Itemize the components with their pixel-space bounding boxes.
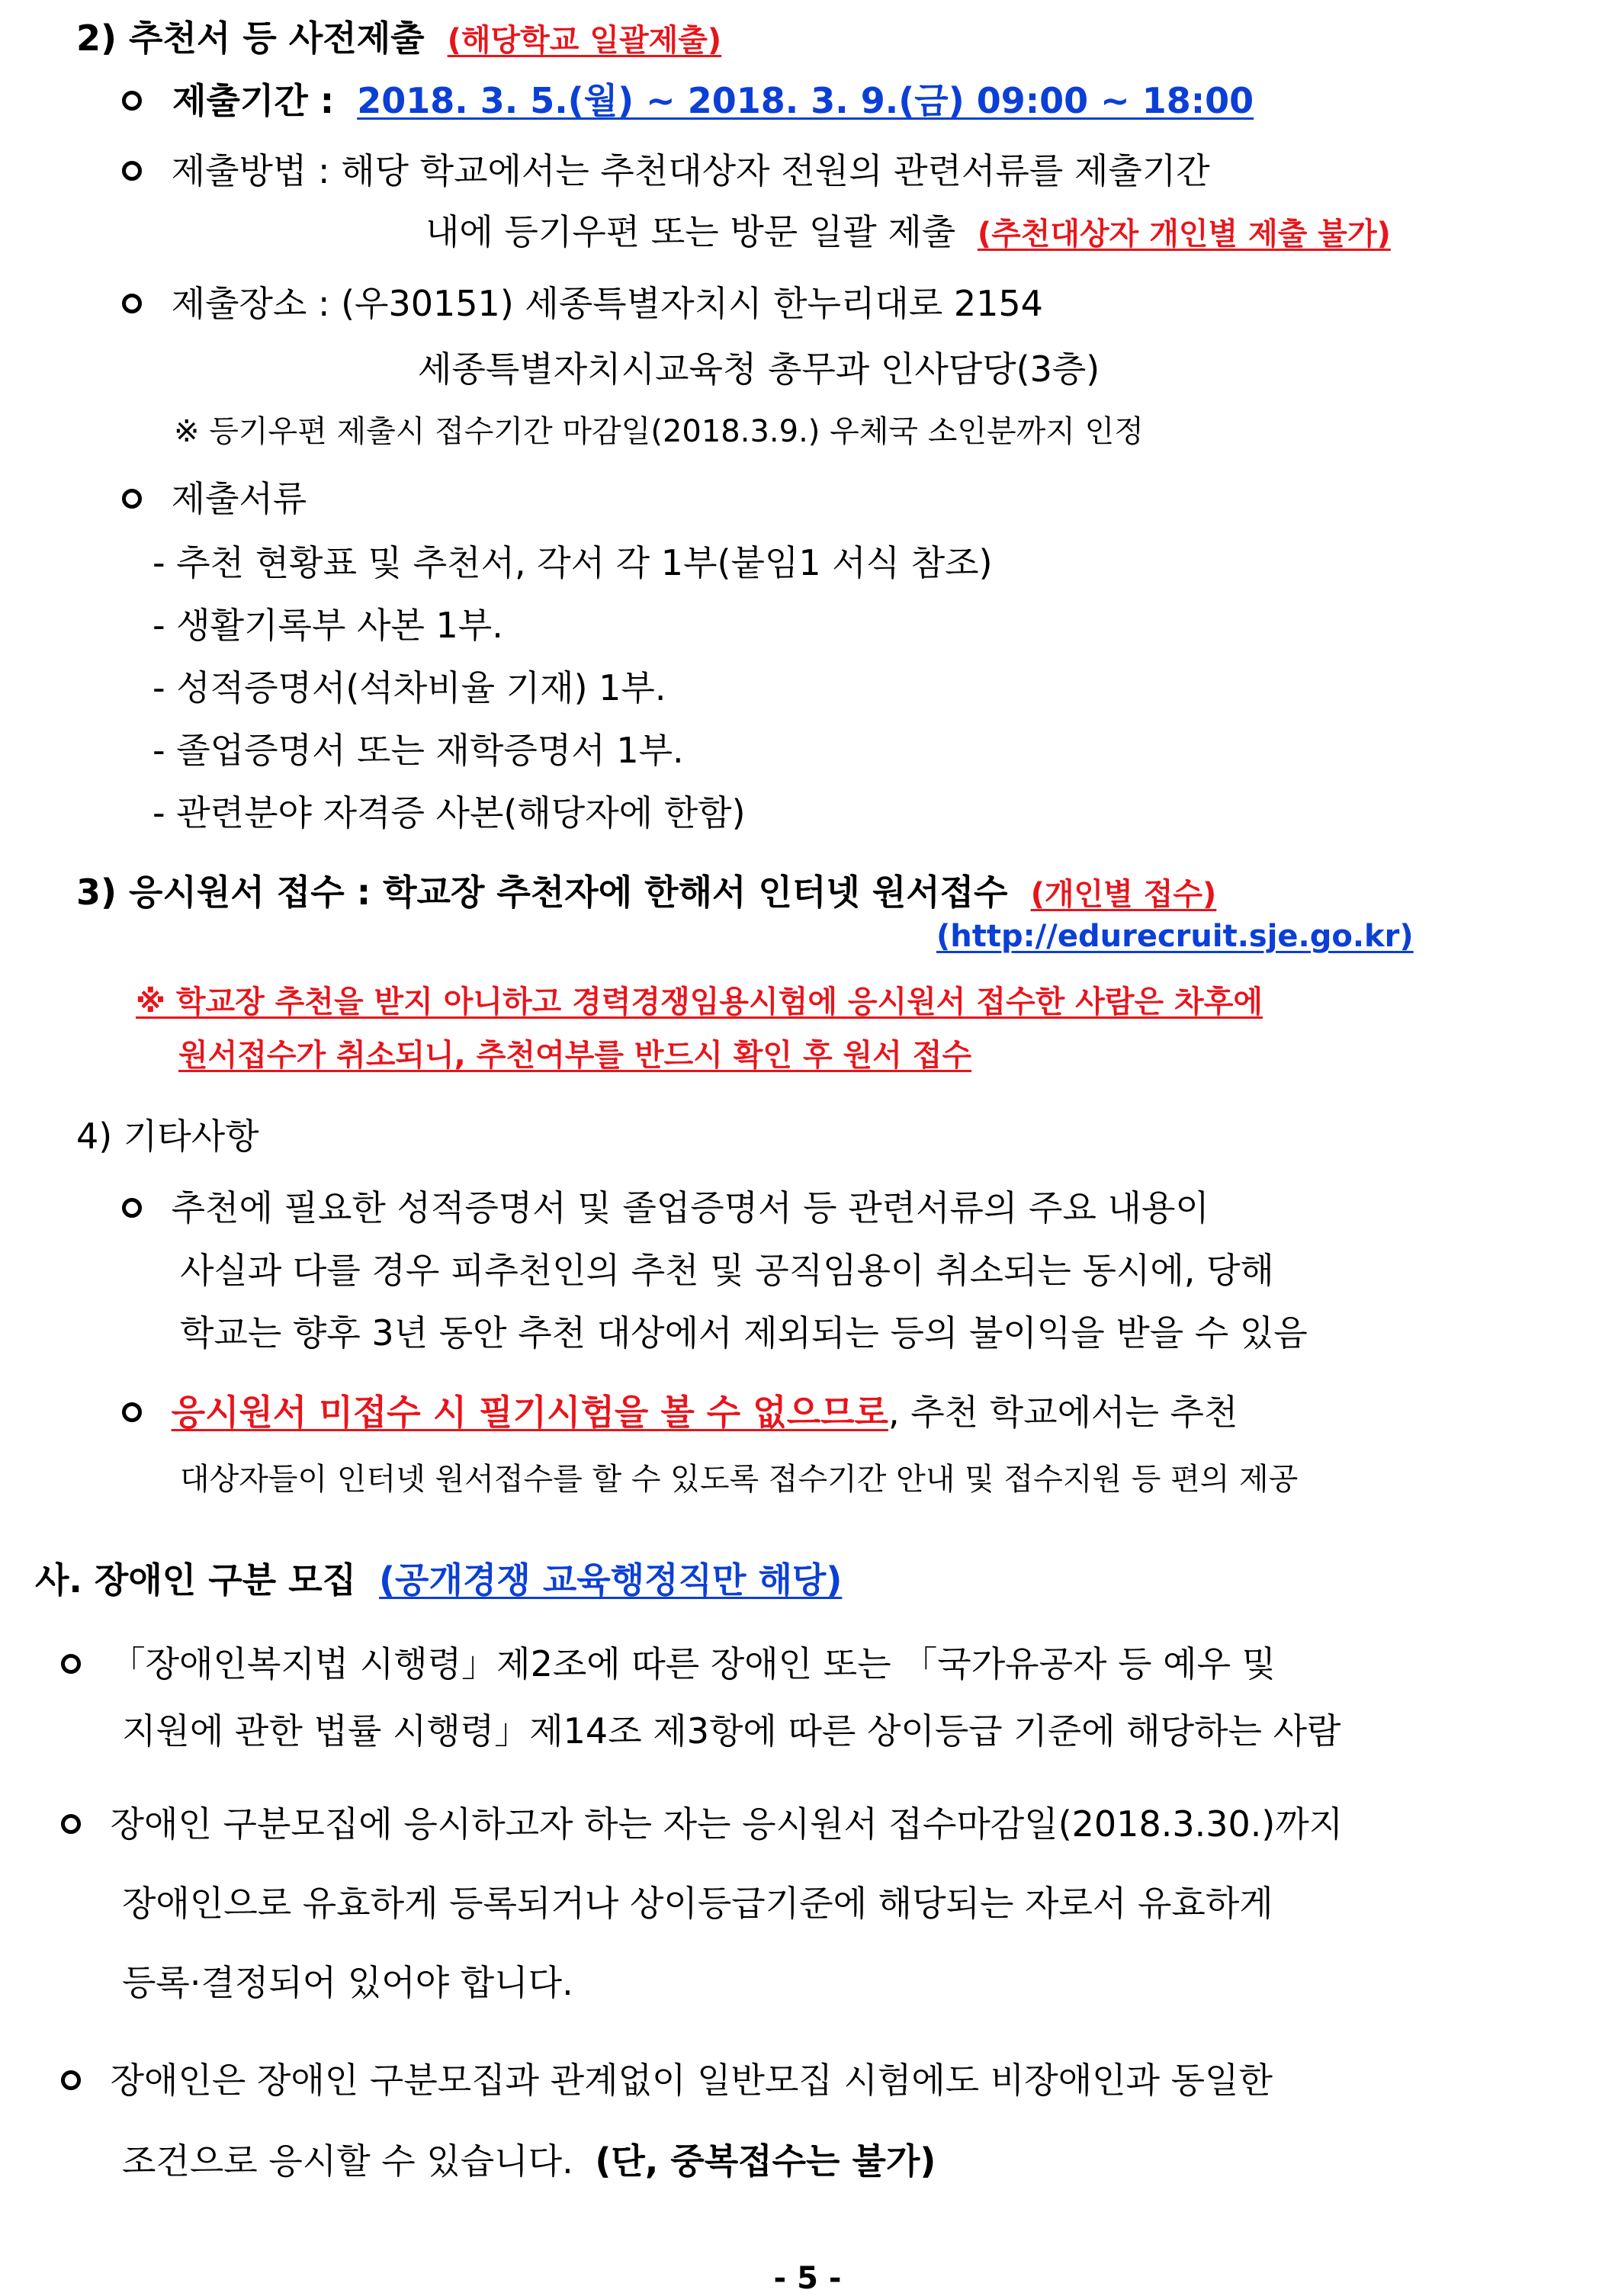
- item1-line-2: 사실과 다를 경우 피추천인의 추천 및 공직임용이 취소되는 동시에, 당해: [180, 1250, 1274, 1291]
- sa-p1-line-2: 지원에 관한 법률 시행령」제14조 제3항에 따른 상이등급 기준에 해당하는 사람: [122, 1710, 1341, 1752]
- item1-line-1: 추천에 필요한 성적증명서 및 졸업증명서 등 관련서류의 주요 내용이: [171, 1187, 1209, 1228]
- sa-p3-bold: (단, 중복접수는 불가): [595, 2140, 936, 2182]
- sa-p2-row: [61, 1800, 1343, 1848]
- section-sa-heading: [35, 1556, 842, 1604]
- period-value: 2018. 3. 5.(월) ~ 2018. 3. 9.(금) 09:00 ~ 18:00: [357, 80, 1254, 121]
- docs-item: - 졸업증명서 또는 재학증명서 1부.: [153, 730, 684, 771]
- place-line-1: 제출장소 : (우30151) 세종특별자치시 한누리대로 2154: [171, 283, 1043, 324]
- item1-row: [122, 1183, 1209, 1232]
- place-row-2: [418, 345, 1100, 393]
- method-line-2: 내에 등기우편 또는 방문 일괄 제출: [425, 211, 956, 252]
- sa-p2-line-3: 등록·결정되어 있어야 합니다.: [122, 1962, 573, 2003]
- circle-bullet-icon: [122, 1402, 142, 1422]
- item1-line-3: 학교는 향후 3년 동안 추천 대상에서 제외되는 등의 불이익을 받을 수 있음: [180, 1312, 1308, 1354]
- circle-bullet-icon: [122, 91, 142, 111]
- section-2-title: 2) 추천서 등 사전제출: [76, 18, 425, 59]
- method-note: (추천대상자 개인별 제출 불가): [977, 217, 1391, 252]
- item2-line-2: 대상자들이 인터넷 원서접수를 할 수 있도록 접수기간 안내 및 접수지원 등 편의 제공: [180, 1462, 1299, 1497]
- section-4-title: 4) 기타사항: [76, 1116, 259, 1157]
- warning-line-1: ※ 학교장 추천을 받지 아니하고 경력경쟁임용시험에 응시원서 접수한 사람은 차후에: [136, 984, 1263, 1020]
- section-2-heading: [76, 14, 721, 65]
- circle-bullet-icon: [122, 489, 142, 509]
- place-note: ※ 등기우편 제출시 접수기간 마감일(2018.3.9.) 우체국 소인분까지 인정: [174, 414, 1144, 449]
- method-row: [122, 146, 1210, 195]
- item2-row: [122, 1388, 1238, 1437]
- docs-item: - 생활기록부 사본 1부.: [153, 605, 503, 646]
- section-3-url[interactable]: (http://edurecruit.sje.go.kr): [936, 919, 1414, 954]
- docs-row: [122, 474, 307, 523]
- item2-red: 응시원서 미접수 시 필기시험을 볼 수 없으므로: [171, 1392, 888, 1433]
- sa-p2-line-1: 장애인 구분모집에 응시하고자 하는 자는 응시원서 접수마감일(2018.3.30.)까지: [110, 1803, 1344, 1845]
- sa-p3-row-2: [122, 2137, 936, 2185]
- sa-p3-line-2: 조건으로 응시할 수 있습니다.: [122, 2140, 573, 2182]
- place-row: [122, 279, 1043, 328]
- docs-item: - 관련분야 자격증 사본(해당자에 한함): [153, 792, 746, 833]
- sa-p3-line-1: 장애인은 장애인 구분모집과 관계없이 일반모집 시험에도 비장애인과 동일한: [110, 2060, 1273, 2101]
- period-label: 제출기간 :: [172, 80, 335, 121]
- circle-bullet-icon: [61, 1814, 81, 1834]
- section-sa-title: 사. 장애인 구분 모집: [35, 1559, 357, 1601]
- section-3-heading: [76, 868, 1216, 919]
- sa-p1-row: [61, 1639, 1276, 1688]
- circle-bullet-icon: [61, 2070, 81, 2090]
- docs-item: - 성적증명서(석차비율 기재) 1부.: [153, 667, 666, 708]
- sa-p2-line-2: 장애인으로 유효하게 등록되거나 상이등급기준에 해당되는 자로서 유효하게: [122, 1883, 1273, 1924]
- section-sa-note: (공개경쟁 교육행정직만 해당): [379, 1559, 843, 1601]
- section-2-note: (해당학교 일괄제출): [447, 23, 722, 58]
- sa-p3-row: [61, 2056, 1273, 2105]
- circle-bullet-icon: [122, 161, 142, 181]
- circle-bullet-icon: [61, 1654, 81, 1674]
- item2-rest: , 추천 학교에서는 추천: [888, 1392, 1238, 1433]
- place-line-2: 세종특별자치시교육청 총무과 인사담당(3층): [418, 348, 1100, 390]
- section-3-note: (개인별 접수): [1030, 877, 1217, 912]
- period-row: [122, 76, 1254, 125]
- page-number: - 5 -: [773, 2261, 842, 2296]
- sa-p1-line-1: 「장애인복지법 시행령」제2조에 따른 장애인 또는 「국가유공자 등 예우 및: [110, 1643, 1276, 1684]
- section-3-title: 3) 응시원서 접수 : 학교장 추천자에 한해서 인터넷 원서접수: [76, 872, 1008, 913]
- method-row-2: [425, 207, 1391, 259]
- method-line-1: 제출방법 : 해당 학교에서는 추천대상자 전원의 관련서류를 제출기간: [171, 150, 1210, 191]
- circle-bullet-icon: [122, 1198, 142, 1218]
- docs-label: 제출서류: [171, 478, 307, 519]
- docs-item: - 추천 현황표 및 추천서, 각서 각 1부(붙임1 서식 참조): [153, 542, 993, 583]
- warning-line-2: 원서접수가 취소되니, 추천여부를 반드시 확인 후 원서 접수: [178, 1038, 972, 1073]
- circle-bullet-icon: [122, 294, 142, 313]
